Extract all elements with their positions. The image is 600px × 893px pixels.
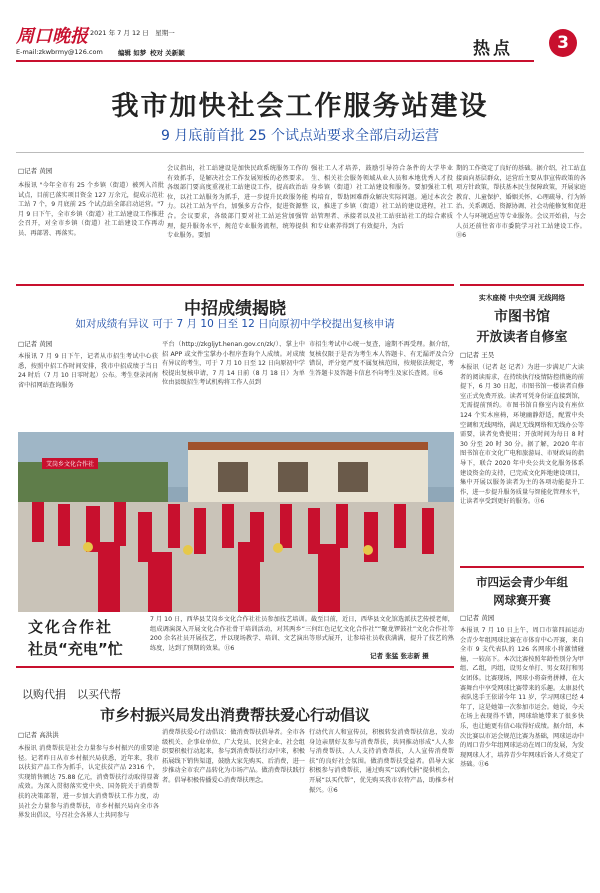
consumption-col-1: 本报讯 消费帮扶是社会力量参与乡村振兴的重要途径。记者昨日从市乡村振兴局获悉，近年来，我市以扶贫产品工作为抓手，认定扶贫产品 2316 个，实现销售额达 75.88 亿元，消费帮扶行动取得显著成效。为深入贯彻落实党中央、国务院关于消费帮扶的决策部署，进一步加大消费帮扶工作力度，动员社会力量参与消费帮扶，市乡村振兴局向全市各界发出倡议，号召社会各界人士共同参与 (18, 745, 159, 820)
consumption-headline: 市乡村振兴局发出消费帮扶爱心行动倡议 (99, 706, 370, 724)
header-rule (16, 60, 534, 62)
main-col-2: 会议指出，社工站建设是加快民政系统服务工作的有效抓手，是解决社会工作发展短板的必然要求。各级部门要高度重视社工站建设工作，提高政治站位，以社工站服务为抓手，进一步提升民政服务能力。以社工站为平台，加强多方合作，促进资源整合。会议要求，各级部门要对社工站运营加强管理，提升服务水平，规范专业服务流程，统筹提供专业服务。要加 (167, 165, 308, 240)
byline-marker-icon: □ (460, 351, 467, 359)
tennis-headline-1: 市四运会青少年组 (476, 575, 568, 589)
photo-credit: 记者 张猛 张志新 摄 (370, 652, 429, 660)
main-col-1: 本报讯 "今年全市有 25 个乡镇（街道）被列入首批试点，目前已落实项目资金 127 万余元，提成示范社工站 7 个，9 月底前 25 个试点站全部启动运营。"7 月 9 日下午，全市乡镇（街道）社工站建设工作推进会召开，对全市乡镇（街道）社工站建设工作再动员、再部署、再落实。 (18, 182, 164, 237)
consumption-byline: □记者 高洪洪 (18, 731, 59, 739)
right-rule (460, 566, 584, 568)
byline-marker-icon: □ (18, 167, 25, 175)
exam-byline: □记者 黄园 (18, 340, 53, 348)
editor: 编辑 如梦 (118, 49, 147, 57)
exam-col-1: 本报讯 7 月 9 日下午，记者从市招生考试中心获悉，按照中招工作时间安排，我市中招成绩于当日 24 时后（7 月 10 日零时起）公布。考生登录河南省中招网站查询服务 (18, 353, 158, 389)
page-number-badge (549, 29, 577, 57)
exam-headline: 中招成绩揭晓 (184, 299, 286, 319)
library-byline: □记者 王昊 (460, 351, 495, 359)
tennis-headline-2: 网球赛开赛 (493, 593, 551, 607)
byline-marker-icon: □ (460, 614, 467, 622)
exam-col-2: 平台（http://zkgljyt.henan.gov.cn/zk/）、掌上中招 APP 或文件宝掌办小程序查询个人成绩。对成绩有异议的考生，可于 7 月 10 日至 12 日向原初中学校提出复核申请，7 月 14 日前（8 月 18 日）为单位由县级招生考试机构将工作人员到 (162, 341, 305, 387)
tennis-body: 本报讯 7 月 10 日上午，周口市第四届运动会青少年组网球比赛在市体育中心开赛，来自全市 9 支代表队的 126 名网球小将激情碰撞，一较高下。本次比赛按照年龄性别分为甲组、乙组，丙组，设男女单打、男女双打和男女团体。比赛现场，网球小将奋勇拼搏，在大赛舞台中享受网球比赛带来的乐趣。太康县代表队选手王依诺今年 11 岁，学习网球已经 4 年了，这是她第一次参加市运会。她说，今天在场上表现得不错，网球给她带来了很多快乐，也让她更有信心取得好成绩。据介绍，本次比赛以市运会规范比赛为基础，网球运动中的周口青少年组网球运动在周口的发展，为发现网球人才，培养青少年网球后备人才奠定了基础。⑪6 (460, 627, 584, 769)
byline-marker-icon: □ (18, 731, 25, 739)
main-col-4: 期的工作奠定了良好的基础。据介绍，社工站直接面向基层群众，运营后主要从事宣传政策的各项方针政策，帮扶基本民生保障政策，开展家庭教育、儿童保护、婚姻关怀、心理疏导、行为矫治、关系调适、资源协调、社会功能修复和促进个人与环境适应等专业服务。会议开始前，与会人员还前往省市市委院学习社工站建设工作。⑪6 (456, 165, 586, 240)
page-number: 3 (557, 33, 569, 53)
main-subhead: 9 月底前首批 25 个试点站要求全部启动运营 (160, 128, 440, 144)
library-body: 本报讯（记者 赵 记者）为进一步满足广大读者的阅读需求，在持续执行疫情防控措施的前提下，6 月 30 日起，市图书馆一楼读者自修室正式免费开放。读者可凭身份证直接到馆，无需提前预约。市图书馆自修室内设有座位 124 个实木座椅，环境幽静舒适，配置中央空调和无线网络，满足无线网络和无线办公等需要，读者免费使用；开放时间为每日 8 时 30 分至 20 时 30 分。据了解，2020 年市图书馆在市文化广电和旅游局、市财政局的指导下，联合 2020 年中央公共文化服务体系建设资金的支持，已完成文化阵地建设项目，集中开展以服务读者为主的各项功能提升工作，进一步提升服务质量与智能化管理水平，让读者享受到更好的服务。⑪6 (460, 364, 584, 506)
photo-headline-2: 社员“充电”忙 (28, 640, 123, 658)
library-kicker: 实木座椅 中央空调 无线网络 (478, 294, 566, 302)
byline-marker-icon: □ (18, 340, 25, 348)
main-rule (16, 152, 584, 153)
consumption-kicker: 以购代捐 以买代帮 (22, 688, 121, 701)
consumption-col-2: 消费帮扶爱心行动倡议：做消费帮扶倡导者。全市各级机关、企事业单位、广大党员、民营企业、社会组织要积极行动起来，参与到消费帮扶行动中来，积极拓展线下销售渠道，鼓励大家先购买、后消费，进一步推动全市农产品转化为市场产品。做消费帮扶践行者。倡导积极传播爱心消费帮扶理念。 (162, 729, 305, 784)
masthead (0, 0, 600, 66)
photo-caption: 7 月 10 日，西华县艾岗乡文化合作社社员参加技艺培训。截至目前，近日，西华县文化馆选派扶艺传授老师，组成调演深入开展文化合作社骨干培训活动，对其两乡“三何红色记忆文化合作社”“聚龙锣鼓社”文化合作社等 200 余名社员开展技艺，并以现场教学、培训、文艺演出等形式展开，让参培社员收获满满，提升了技艺的熟练度，达到了预期的效果。⑪6 (150, 616, 454, 652)
photo-headline-1: 文化合作社 (28, 618, 114, 636)
exam-subhead: 如对成绩有异议 可于 7 月 10 日至 12 日向原初中学校提出复核申请 (75, 318, 395, 330)
section-title: 热点 (473, 39, 513, 59)
email: E-mail:zkwbrmy@126.com (16, 48, 103, 56)
proof: 校对 关新颖 (150, 49, 185, 57)
section-rule-1b (460, 284, 584, 286)
exam-col-3: 市招生考试中心统一复查，逾期不再受理。据介绍，复核仅限于是否为考生本人答题卡、有无漏评及合分错误，评分宽严度不属复核范围，按规依法规定，考生答题卡及答题卡信息不向考生及家长查阅。⑪6 (309, 341, 454, 377)
photo-headline-box (18, 612, 146, 668)
photo-banner: 艾岗乡文化合作社 (42, 458, 98, 469)
main-col-3: 强社工人才培养，鼓励引导符合条件的大学毕业生、相关社会服务领域从业人员和本地优秀人才投身乡镇（街道）社工站建设和服务。要加强社工机构培育，帮助困难群众解决实际问题。通过本次会议，推进了乡镇（街道）社工站的建设进程，社工站管理者、承接者以及社工站驻站社工的综合素质和专业素养得到了有效提升，为后 (311, 165, 453, 230)
news-photo (18, 432, 454, 612)
library-headline-1: 市图书馆 (494, 309, 550, 325)
main-headline: 我市加快社会工作服务站建设 (111, 91, 489, 122)
consumption-col-3: 行动代言人和宣传员，积极转发消费帮扶信息，发动身边亲朋好友参与消费帮扶，共同推动形成“人人参与消费帮扶、人人支持消费帮扶，人人宣传消费帮扶”的良好社会氛围。做消费帮扶受益者。倡导大家积极参与消费帮扶，通过购买“以购代捐”提供机会，开展“以买代帮”，优先购买我市农特产品，助推乡村振兴。⑪6 (309, 729, 454, 794)
tennis-byline: □记者 黄园 (460, 614, 495, 622)
date-line: 2021 年 7 月 12 日 星期一 (90, 29, 175, 37)
section-rule-1 (16, 284, 454, 286)
library-headline-2: 开放读者自修室 (476, 330, 568, 345)
section-rule-2 (16, 666, 454, 668)
newspaper-logo: 周口晚报 (16, 26, 88, 47)
main-byline: □记者 黄园 (18, 167, 53, 175)
